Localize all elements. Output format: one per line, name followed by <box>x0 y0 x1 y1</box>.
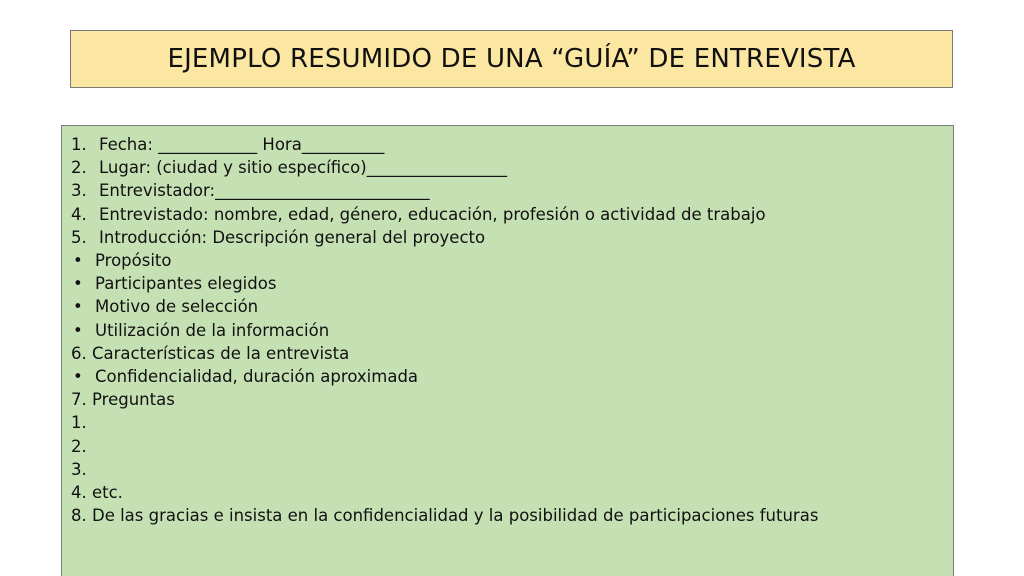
list-item <box>71 203 953 226</box>
bullet-item-text: Propósito <box>95 251 172 271</box>
list-item-text: Fecha: ____________ Hora__________ <box>99 135 385 154</box>
list-item-text: 1. <box>71 413 87 433</box>
list-item <box>71 458 953 481</box>
list-item <box>71 504 953 527</box>
content-box <box>61 125 954 576</box>
list-item <box>71 435 953 458</box>
list-item <box>71 481 953 504</box>
bullet-marker: • <box>73 320 83 340</box>
list-item <box>71 179 953 202</box>
bullet-marker: • <box>73 367 83 387</box>
list-item-text: Entrevistador:__________________________ <box>99 181 430 201</box>
bullet-item-text: Motivo de selección <box>95 297 259 317</box>
bullet-item <box>71 295 953 318</box>
list-item <box>71 411 953 434</box>
list-marker: 3. <box>71 181 87 201</box>
list-marker: 4. <box>71 204 87 224</box>
list-marker: 1. <box>71 135 87 154</box>
list-marker: 2. <box>71 158 87 178</box>
list-item <box>71 133 953 156</box>
bullet-item <box>71 365 953 388</box>
list-item <box>71 156 953 179</box>
list-item-text: 6. Características de la entrevista <box>71 343 350 363</box>
bullet-marker: • <box>73 251 83 271</box>
bullet-item-text: Confidencialidad, duración aproximada <box>95 367 419 387</box>
slide-title: EJEMPLO RESUMIDO DE UNA “GUÍA” DE ENTREVISTA <box>167 44 856 74</box>
list-item <box>71 342 953 365</box>
list-item <box>71 226 953 249</box>
list-item-text: 3. <box>71 459 87 479</box>
title-box <box>70 30 953 88</box>
bullet-item-text: Utilización de la información <box>95 320 330 340</box>
bullet-item-text: Participantes elegidos <box>95 274 277 294</box>
list-item-text: Introducción: Descripción general del proyecto <box>99 227 486 247</box>
bullet-marker: • <box>73 297 83 317</box>
list-item-text: Lugar: (ciudad y sitio específico)_________________ <box>99 158 507 178</box>
bullet-item <box>71 272 953 295</box>
bullet-item <box>71 249 953 272</box>
bullet-item <box>71 319 953 342</box>
list-item-text: 8. De las gracias e insista en la confidencialidad y la posibilidad de participaciones futuras <box>71 506 819 526</box>
list-item-text: 7. Preguntas <box>71 390 175 410</box>
list-item-text: 2. <box>71 436 87 456</box>
list-item-text: 4. etc. <box>71 483 123 503</box>
list-item <box>71 388 953 411</box>
list-marker: 5. <box>71 227 87 247</box>
list-item-text: Entrevistado: nombre, edad, género, educación, profesión o actividad de trabajo <box>99 204 766 224</box>
bullet-marker: • <box>73 274 83 294</box>
